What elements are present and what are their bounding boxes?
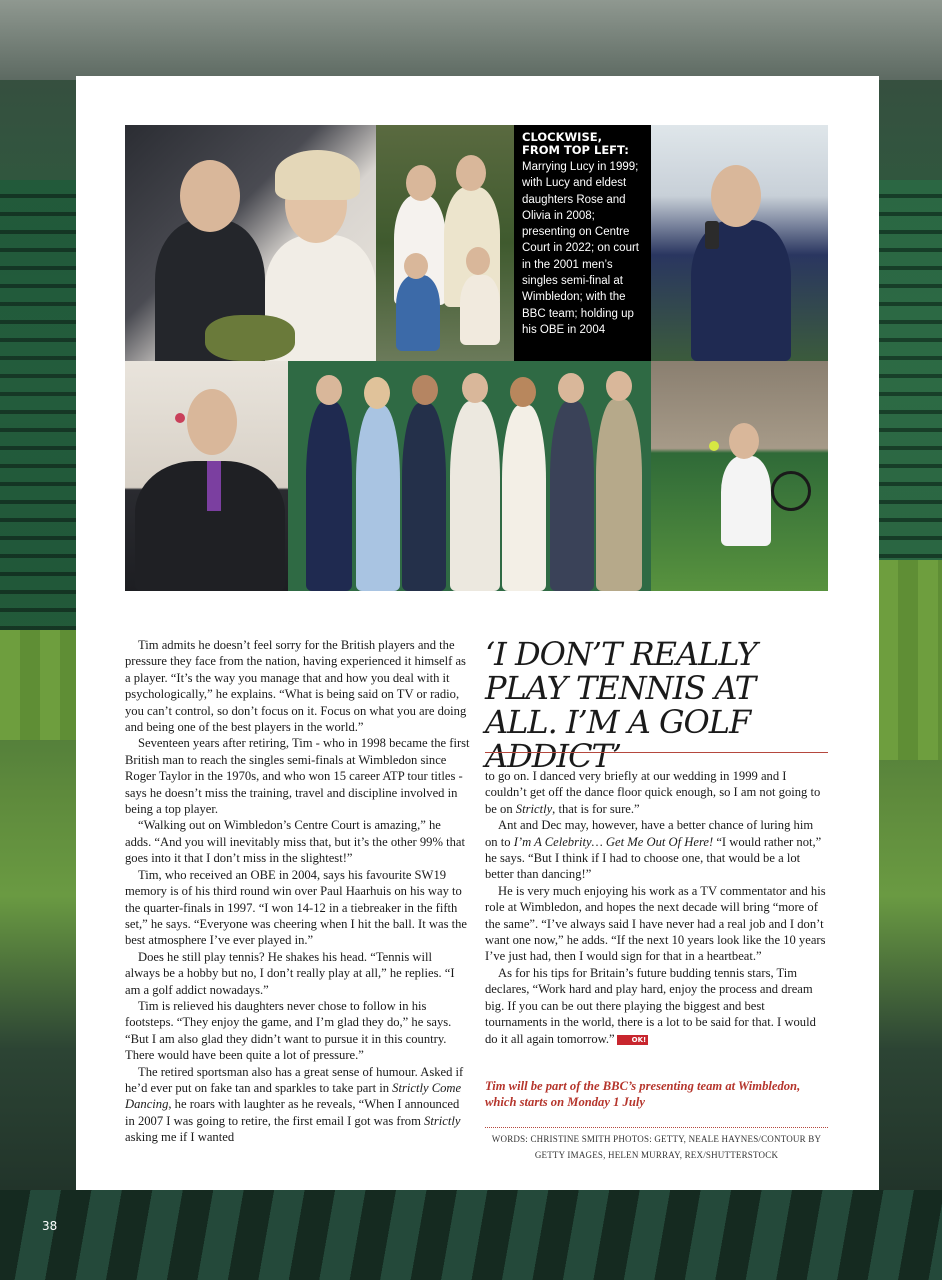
paragraph: Tim, who received an OBE in 2004, says his favourite SW19 memory is of his third round win over Paul Haarhuis on his way to the quarter-finals in 1997. “I won 14-12 in a tiebreaker in the fifth set,” he says. “Everyone was cheering when I hit the ball. It was the best atmosphere I’ve ever played in.” [125,867,468,948]
article-left-column [125,637,470,1146]
photo-family [376,125,514,361]
paragraph: Does he still play tennis? He shakes his head. “Tennis will always be a hobby but no, I don’t really play at all,” he replies. “I am a golf addict nowadays.” [125,949,455,997]
pull-quote-divider [485,752,828,753]
article-page [76,76,879,1190]
photo-bbc-team [288,361,651,591]
paragraph: The retired sportsman also has a great sense of humour. Asked if he’d ever put on fake tan and sparkles to take part in Strictly Come Dancing, he roars with laughter as he reveals, “When I announced in 2007 I was going to retire, the first email I got was from Strictly asking me if I wanted [125,1064,464,1145]
photo-credits: WORDS: CHRISTINE SMITH PHOTOS: GETTY, NEALE HAYNES/CONTOUR BY GETTY IMAGES, HELEN MURRAY, REX/SHUTTERSTOCK [491,1134,822,1160]
photo-on-court-2001 [651,361,828,591]
stadium-seats-bottom [0,1190,942,1280]
photo-caption [514,125,651,361]
article-right-column [485,768,828,1047]
paragraph: Tim admits he doesn’t feel sorry for the British players and the pressure they face from the nation, having experienced it himself as a player. “It’s the way you manage that and how you deal with it psychologically,” he explains. “What is being said on TV or radio, you can’t control, so don’t focus on it. Focus on what you are doing and being one of the best players in the world.” [125,638,467,735]
paragraph: Tim is relieved his daughters never chose to follow in his footsteps. “They enjoy the game, and I’m glad they do,” he says. “But I am also glad they didn’t want to pursue it in this country. There would have been quite a lot of pressure.” [125,998,452,1063]
paragraph: He is very much enjoying his work as a TV commentator and his role at Wimbledon, and hopes the next decade will bring “more of the same”. “I’ve always said I have never had a real job and I don’t want one now,” he adds. “If the next 10 years look like the 10 years I’ve just had, then I would sign for that in a heartbeat.” [485,883,826,964]
caption-heading: CLOCKWISE, FROM TOP LEFT: [522,130,629,157]
paragraph: “Walking out on Wimbledon’s Centre Court is amazing,” he adds. “And you will inevitably miss that, but it’s the other 99% that goes into it that I don’t miss in the slightest!” [125,818,465,866]
ok-magazine-logo: OK! [617,1035,649,1045]
paragraph: As for his tips for Britain’s future budding tennis stars, Tim declares, “Work hard and play hard, enjoy the process and dream big. If you can be out there playing the biggest and best tournaments in the world, there is a lot to be said for that. I would do it all again tomorrow.” OK! [485,965,816,1046]
photo-presenting-centre-court [651,125,828,361]
photo-wedding [125,125,376,361]
paragraph: Seventeen years after retiring, Tim - who in 1998 became the first British man to reach the singles semi-finals at Wimbledon since Roger Taylor in the 1970s, and who won 15 career ATP tour titles - says he doesn’t miss the training, travel and discipline involved in being a top player. [125,736,470,817]
court-grass-left [0,630,76,740]
photo-obe [125,361,288,591]
paragraph: Ant and Dec may, however, have a better chance of luring him on to I’m A Celebrity… Get Me Out Of Here! “I would rather not,” he says. “But I think if I had to choose one, that would be a lot better than dancing!” [485,818,822,882]
closing-note: Tim will be part of the BBC’s presenting team at Wimbledon, which starts on Monday 1 July [485,1079,801,1110]
page-number: 38 [42,1219,58,1233]
stadium-roof [0,0,942,80]
caption-text: Marrying Lucy in 1999; with Lucy and eldest daughters Rose and Olivia in 2008; presenting on Centre Court in 2022; on court in the 2001 men’s singles semi-final at Wimbledon; with the BBC team; holding up his OBE in 2004 [522,161,639,336]
credits-divider [485,1127,828,1128]
court-grass-right [878,560,942,760]
stadium-seats-right [878,180,942,560]
pull-quote: ‘I DON’T REALLY PLAY TENNIS AT ALL. I’M A GOLF ADDICT’ [485,635,757,775]
paragraph: to go on. I danced very briefly at our wedding in 1999 and I couldn’t get off the dance floor quick enough, so I am not going to be on Strictly, that is for sure.” [485,769,821,816]
